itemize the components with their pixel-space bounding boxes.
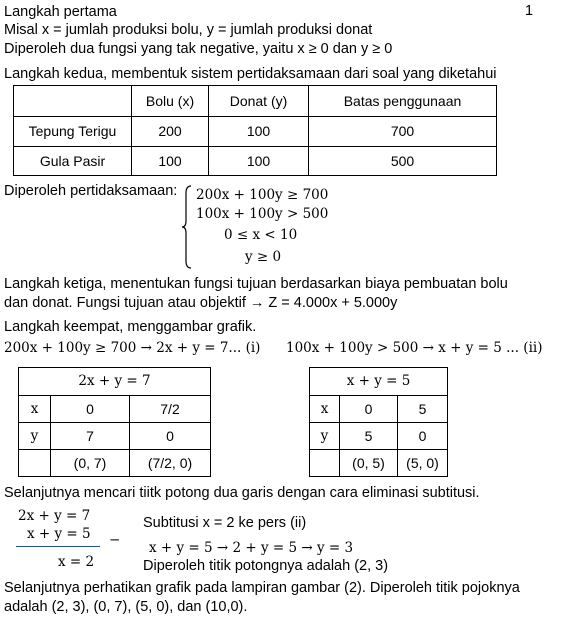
step3-line2: dan donat. Fungsi tujuan atau objektif → Z = 4.000x + 5.000y [4,295,398,311]
table-cell: 700 [309,117,497,147]
inequality-label: Diperoleh pertidaksamaan: [4,183,178,199]
table-cell: x [310,396,340,423]
elimination-result: x = 2 [58,554,95,570]
table-row [19,450,211,477]
table-cell: 100 [209,117,309,147]
table-cell [19,450,51,477]
table-row [14,147,497,176]
table-cell: 7/2 [130,396,211,423]
minus-sign: − [109,532,121,548]
resource-table-header-row [14,86,497,117]
inequality-1: 200x + 100y ≥ 700 [196,187,329,203]
table-row [310,423,448,450]
table-cell: (0, 5) [340,450,398,477]
table-cell: y [19,423,51,450]
inequality-2: 100x + 100y > 500 [196,206,329,222]
table-cell: 0 [398,423,448,450]
table-header-cell: Batas penggunaan [309,86,497,117]
line1-table [18,367,211,477]
table-cell: y [310,423,340,450]
table-cell: 0 [340,396,398,423]
table-row [310,450,448,477]
table-header-cell: Bolu (x) [132,86,209,117]
elimination-mid: x + y = 5 [27,526,91,542]
table-cell: Gula Pasir [14,147,132,176]
table-row [310,396,448,423]
substitution-calc: x + y = 5 → 2 + y = 5 → y = 3 [149,540,354,556]
table-cell: (5, 0) [398,450,448,477]
substitution-label: Subtitusi x = 2 ke pers (ii) [143,515,307,531]
table-cell: 7 [51,423,130,450]
table-row [19,423,211,450]
step3-line1: Langkah ketiga, menentukan fungsi tujuan berdasarkan biaya pembuatan bolu [4,276,508,292]
inequality-4: y ≥ 0 [245,249,282,265]
equation-1: 200x + 100y ≥ 700 → 2x + y = 7... (i) [4,340,261,356]
table-cell: 100 [132,147,209,176]
table-cell: 100 [209,147,309,176]
conclusion-line1: Selanjutnya perhatikan grafik pada lampiran gambar (2). Diperoleh titik pojoknya [4,580,520,596]
step1-line1: Misal x = jumlah produksi bolu, y = jumlah produksi donat [4,22,373,38]
table-cell: x [19,396,51,423]
step4-heading: Langkah keempat, menggambar grafik. [4,319,257,335]
table-row [14,117,497,147]
left-brace [182,185,192,269]
table-cell: Tepung Terigu [14,117,132,147]
table-cell: (0, 7) [51,450,130,477]
table-cell: 0 [130,423,211,450]
step1-line2: Diperoleh dua fungsi yang tak negative, yaitu x ≥ 0 dan y ≥ 0 [4,41,393,57]
conclusion-line2: adalah (2, 3), (0, 7), (5, 0), dan (10,0). [4,599,248,615]
line1-table-title: 2x + y = 7 [19,368,211,396]
elimination-top: 2x + y = 7 [18,508,91,524]
line2-table [309,367,448,477]
table-cell: (7/2, 0) [130,450,211,477]
table-cell: 5 [340,423,398,450]
elimination-intro: Selanjutnya mencari tiitk potong dua garis dengan cara eliminasi subtitusi. [4,485,480,501]
table-cell: 200 [132,117,209,147]
table-cell: 0 [51,396,130,423]
step1-heading: Langkah pertama [4,4,117,20]
table-row [19,396,211,423]
resource-table [13,85,497,176]
table-header-cell: Donat (y) [209,86,309,117]
page-number: 1 [525,3,534,19]
table-cell [310,450,340,477]
inequality-3: 0 ≤ x < 10 [224,227,298,243]
table-cell: 5 [398,396,448,423]
equation-2: 100x + 100y > 500 → x + y = 5 ... (ii) [286,340,543,356]
elimination-line [16,546,100,547]
step2-heading: Langkah kedua, membentuk sistem pertidaksamaan dari soal yang diketahui [4,66,497,82]
table-cell: 500 [309,147,497,176]
table-header-cell [14,86,132,117]
line2-table-title: x + y = 5 [310,368,448,396]
intersection-result: Diperoleh titik potongnya adalah (2, 3) [143,558,389,574]
